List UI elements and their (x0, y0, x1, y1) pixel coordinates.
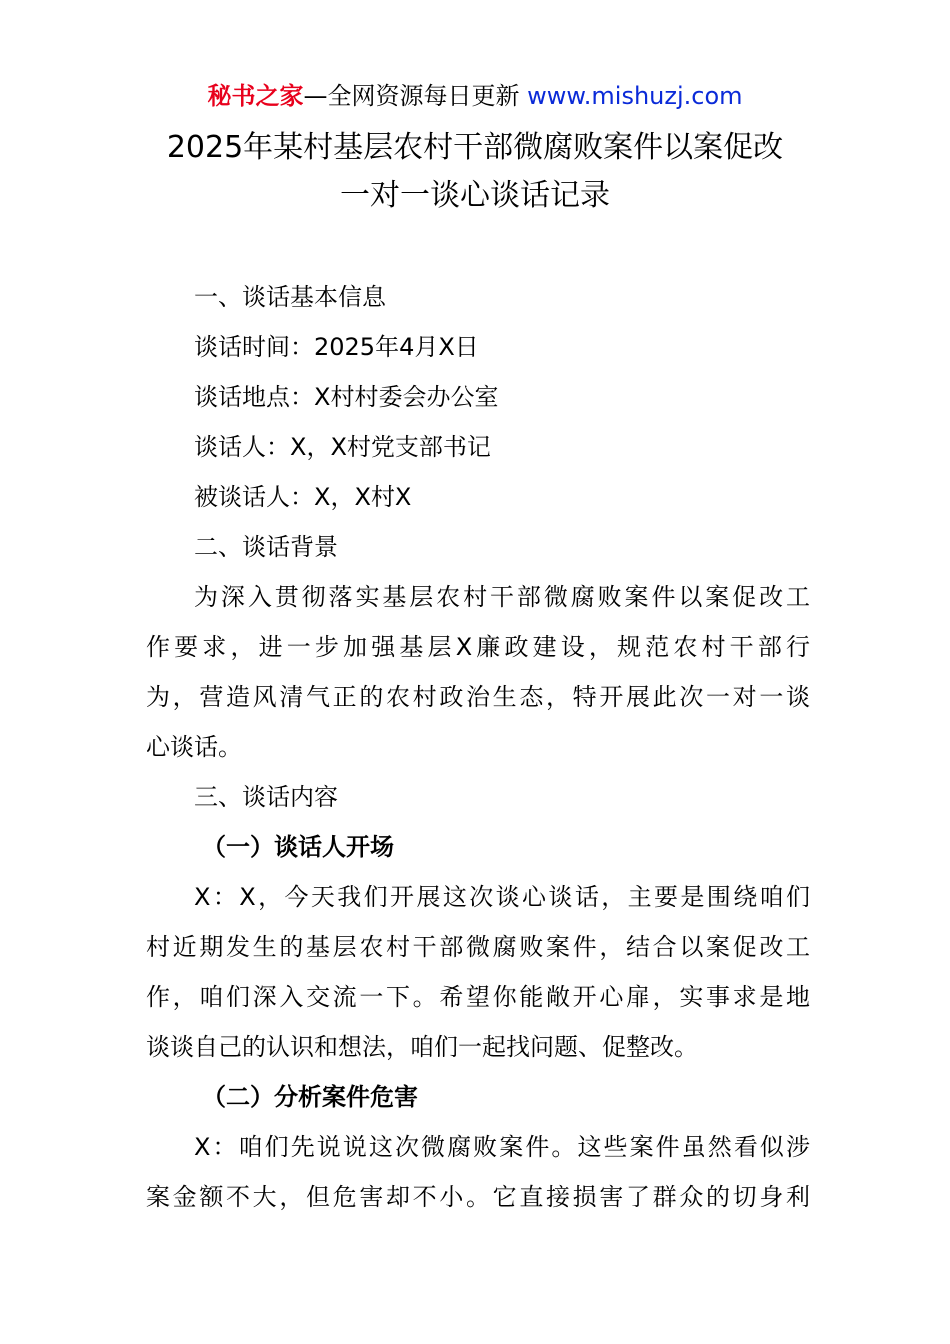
paragraph-line: 作要求，进一步加强基层X廉政建设，规范农村干部行 (146, 633, 810, 661)
document-title-line-1: 2025年某村基层农村干部微腐败案件以案促改 (166, 130, 784, 165)
site-header (0, 80, 950, 112)
header-tagline: —全网资源每日更新 (303, 82, 528, 110)
section-heading-content: 三、谈话内容 (194, 783, 338, 811)
paragraph-line: 为深入贯彻落实基层农村干部微腐败案件以案促改工 (194, 583, 810, 611)
paragraph-line: 案金额不大，但危害却不小。它直接损害了群众的切身利 (146, 1183, 810, 1211)
paragraph-line: 村近期发生的基层农村干部微腐败案件，结合以案促改工 (146, 933, 810, 961)
paragraph-line: 谈谈自己的认识和想法，咱们一起找问题、促整改。 (146, 1033, 698, 1061)
talk-location: 谈话地点：X村村委会办公室 (194, 383, 499, 411)
paragraph-line: X：X，今天我们开展这次谈心谈话，主要是围绕咱们 (194, 883, 810, 911)
subheading-case-harm: （二）分析案件危害 (202, 1083, 418, 1111)
talk-listener: 被谈话人：X，X村X (194, 483, 412, 511)
document-body (146, 272, 810, 1222)
paragraph-line: 作，咱们深入交流一下。希望你能敞开心扉，实事求是地 (146, 983, 810, 1011)
paragraph-line: 心谈话。 (146, 733, 242, 761)
brand-name: 秘书之家 (207, 82, 304, 110)
section-heading-basic-info: 一、谈话基本信息 (194, 283, 386, 311)
paragraph-line: X：咱们先说说这次微腐败案件。这些案件虽然看似涉 (194, 1133, 810, 1161)
subheading-opening: （一）谈话人开场 (202, 833, 394, 861)
site-url[interactable]: www.mishuzj.com (527, 82, 743, 110)
section-heading-background: 二、谈话背景 (194, 533, 338, 561)
document-title-line-2: 一对一谈心谈话记录 (340, 178, 610, 213)
paragraph-line: 为，营造风清气正的农村政治生态，特开展此次一对一谈 (146, 683, 810, 711)
talk-time: 谈话时间：2025年4月X日 (194, 333, 479, 361)
talk-speaker: 谈话人：X，X村党支部书记 (194, 433, 491, 461)
